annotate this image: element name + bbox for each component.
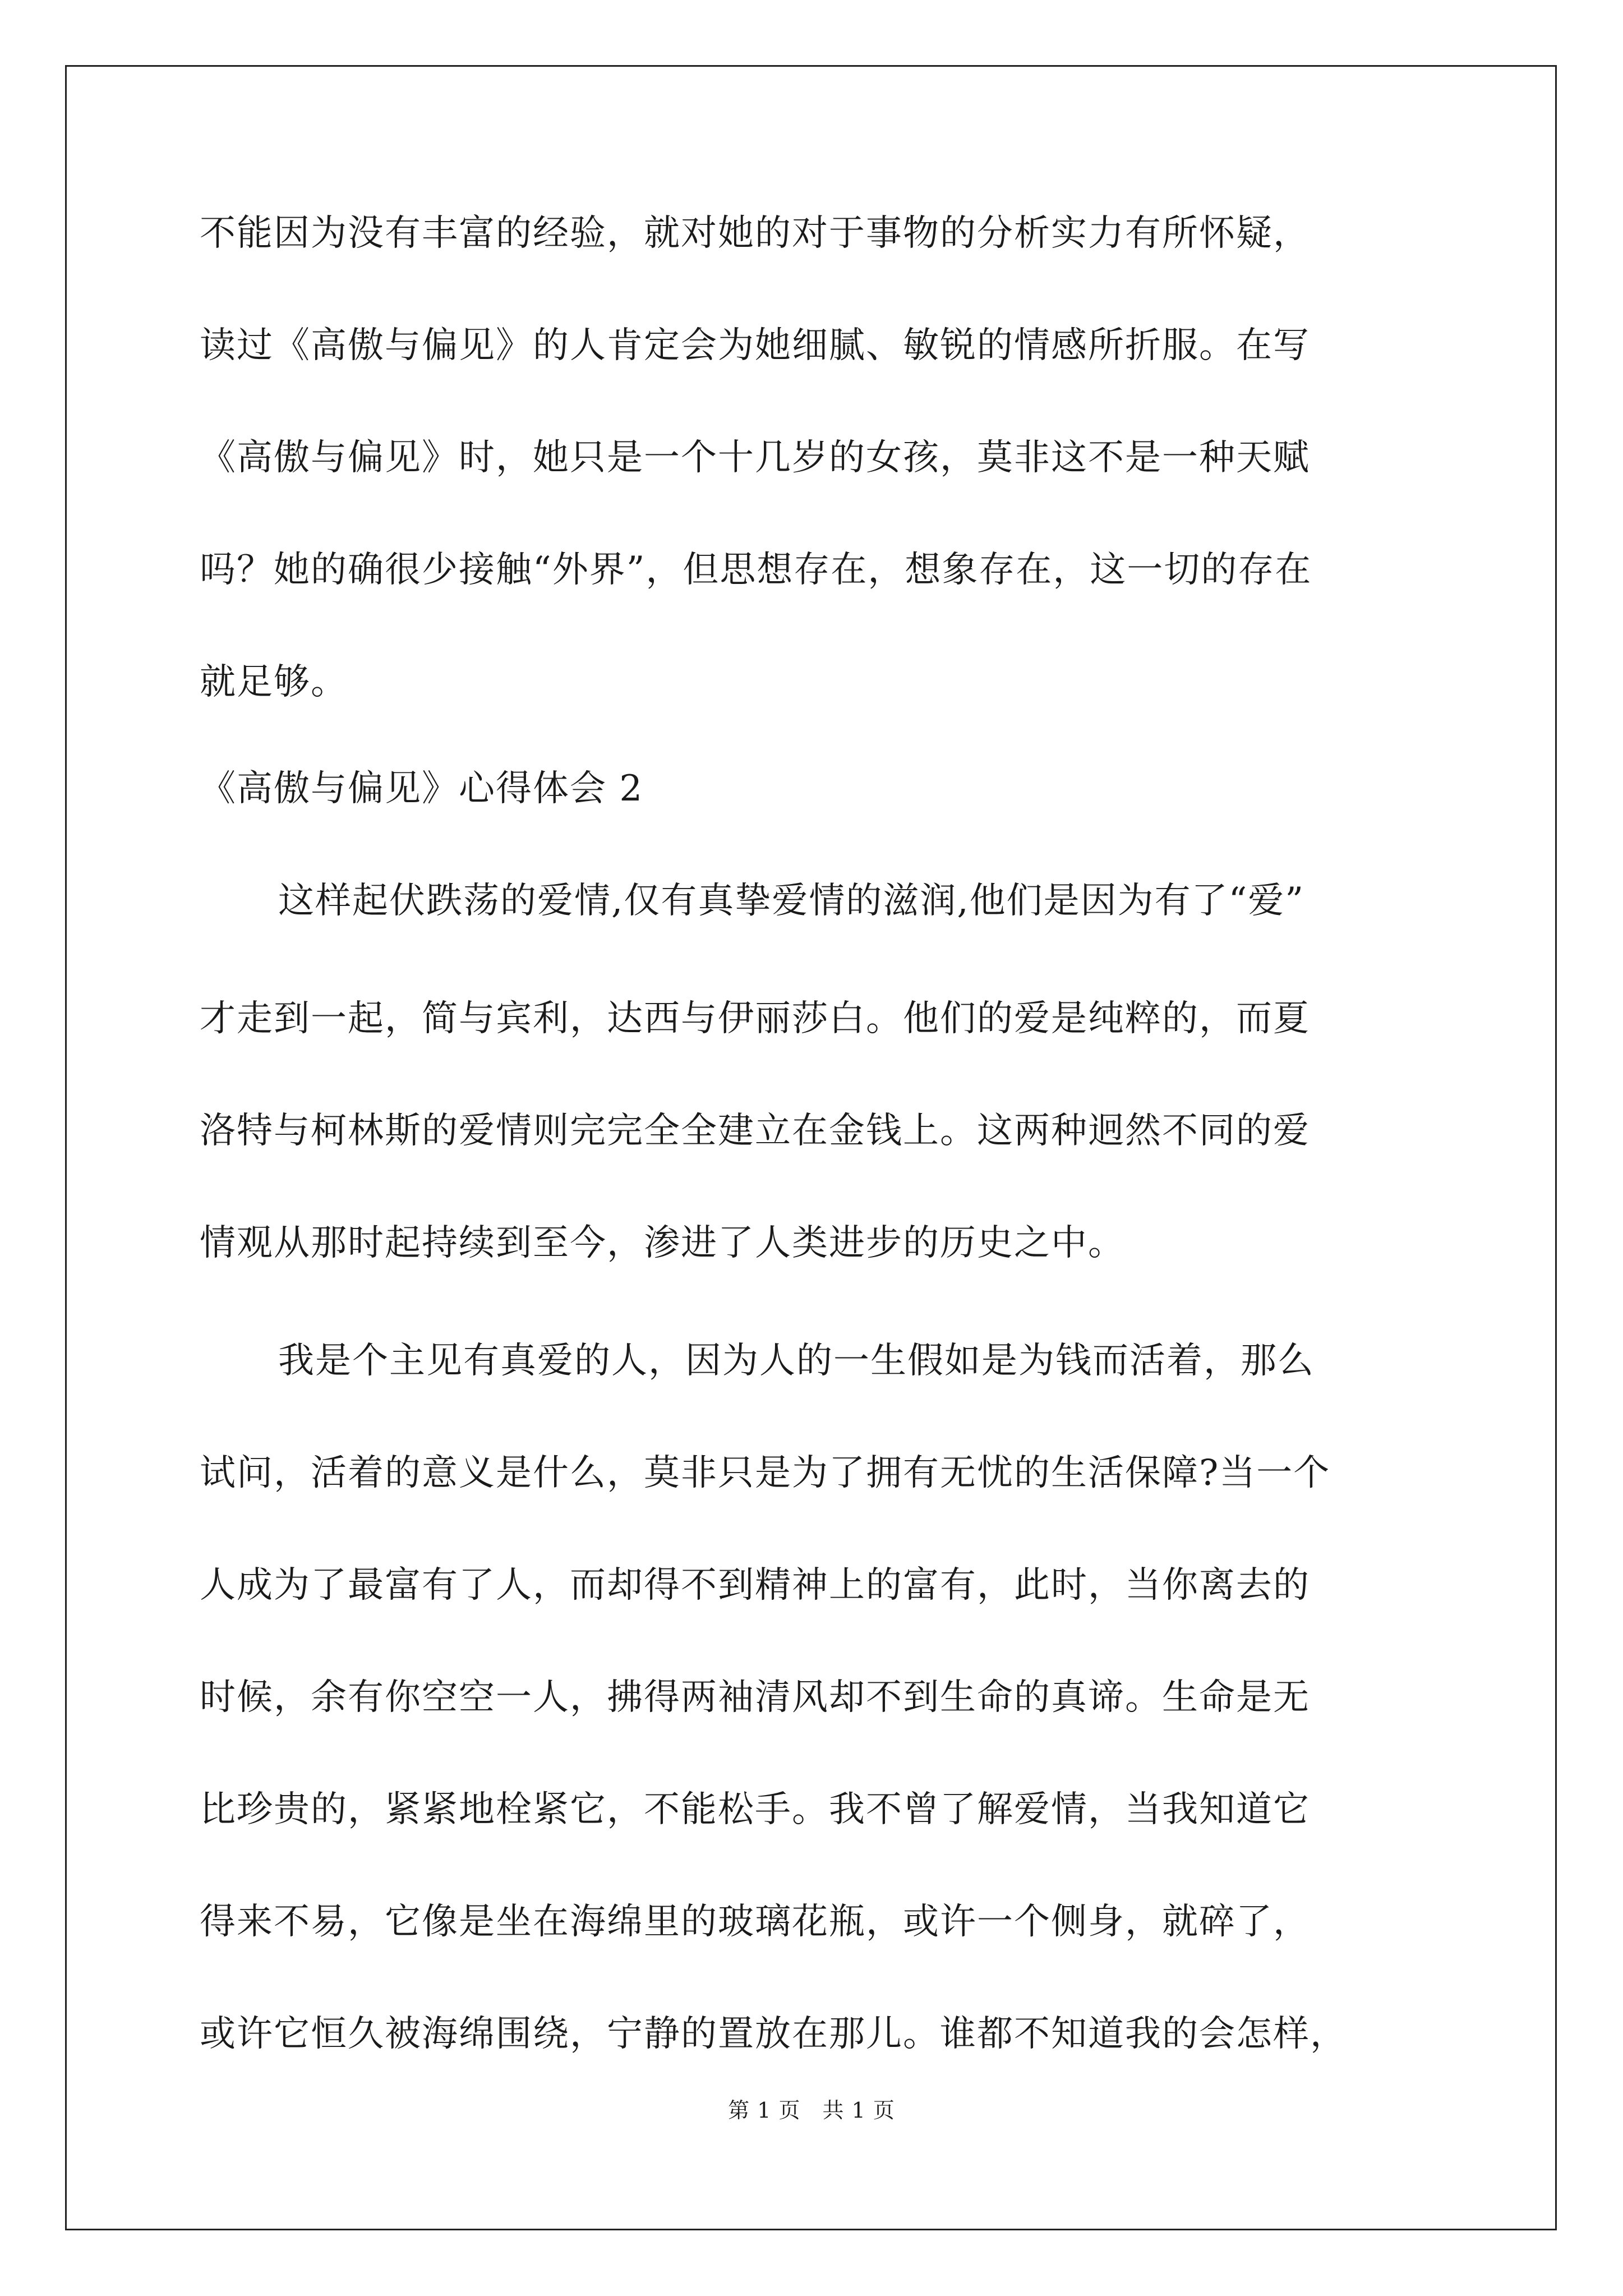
text-line: 才走到一起，简与宾利，达西与伊丽莎白。他们的爱是纯粹的，而夏 (200, 998, 1310, 1039)
text-line: 情观从那时起持续到至今，渗进了人类进步的历史之中。 (200, 1222, 1125, 1264)
text-line: 比珍贵的，紧紧地栓紧它，不能松手。我不曾了解爱情，当我知道它 (200, 1789, 1310, 1830)
text-line: 《高傲与偏见》时，她只是一个十几岁的女孩，莫非这不是一种天赋 (200, 437, 1310, 478)
paragraph-first-line: 这样起伏跌荡的爱情,仅有真挚爱情的滋润,他们是因为有了“爱” (278, 880, 1305, 922)
text-line: 就足够。 (200, 661, 348, 703)
text-line: 或许它恒久被海绵围绕，宁静的置放在那儿。谁都不知道我的会怎样， (200, 2013, 1347, 2055)
paragraph-first-line: 我是个主见有真爱的人，因为人的一生假如是为钱而活着，那么 (278, 1340, 1315, 1382)
page-footer: 第 1 页 共 1 页 (728, 2098, 895, 2123)
text-line: 时候，余有你空空一人，拂得两袖清风却不到生命的真谛。生命是无 (200, 1677, 1310, 1718)
text-line: 洛特与柯林斯的爱情则完完全全建立在金钱上。这两种迥然不同的爱 (200, 1110, 1310, 1152)
text-line: 吗？她的确很少接触“外界”，但思想存在，想象存在，这一切的存在 (200, 549, 1312, 591)
section-heading: 《高傲与偏见》心得体会 2 (200, 768, 644, 809)
text-line: 读过《高傲与偏见》的人肯定会为她细腻、敏锐的情感所折服。在写 (200, 325, 1310, 366)
text-line: 不能因为没有丰富的经验，就对她的对于事物的分析实力有所怀疑， (200, 213, 1310, 254)
text-line: 试问，活着的意义是什么，莫非只是为了拥有无忧的生活保障?当一个 (200, 1452, 1331, 1494)
text-line: 得来不易，它像是坐在海绵里的玻璃花瓶，或许一个侧身，就碎了， (200, 1901, 1310, 1943)
text-line: 人成为了最富有了人，而却得不到精神上的富有，此时，当你离去的 (200, 1565, 1310, 1606)
